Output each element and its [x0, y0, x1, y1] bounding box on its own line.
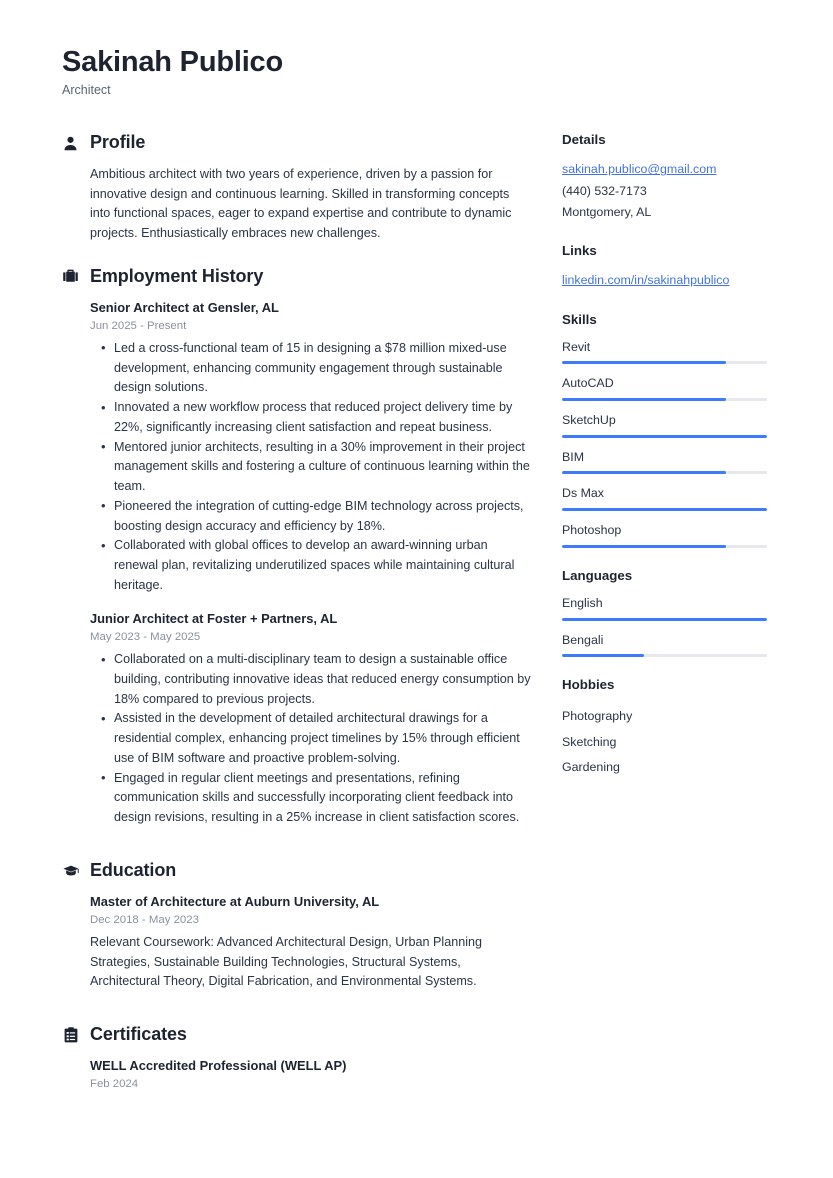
- skill-level-track: [562, 508, 767, 511]
- section-certificates-body: [62, 1057, 532, 1093]
- certificate-entry: [90, 1057, 532, 1093]
- skill-label: Photoshop: [562, 523, 622, 538]
- employment-entry-bullets: [90, 650, 532, 828]
- hobby-item: Gardening: [562, 760, 620, 775]
- language-level-fill: [562, 618, 767, 621]
- section-employment-header: [62, 266, 532, 288]
- section-employment-body: [62, 299, 532, 828]
- skill-level-track: [562, 361, 767, 364]
- person-icon: [62, 134, 79, 153]
- section-education-header: [62, 860, 532, 882]
- skill-level-track: [562, 435, 767, 438]
- language-level-track: [562, 618, 767, 621]
- sidebar: [562, 132, 767, 800]
- skill-level-fill: [562, 545, 726, 548]
- profile-text: Ambitious architect with two years of experience, driven by a passion for innovative design and continuous learning. Skilled in transforming concepts into functional spaces, eager to expand expertise and contribute to dynamic projects. Enthusiastically embraces new challenges.: [90, 166, 512, 241]
- bullet-item: • Led a cross-functional team of 15 in designing a $78 million mixed-use development, enhancing community engagement through sustainable design solutions.: [114, 339, 532, 398]
- skill-label: Ds Max: [562, 486, 604, 501]
- language-level-fill: [562, 654, 644, 657]
- hobby-item: Photography: [562, 709, 633, 724]
- sidebar-skills: [562, 312, 767, 548]
- section-education-title: Education: [90, 859, 177, 880]
- language-label: English: [562, 595, 603, 610]
- section-profile: [62, 132, 532, 244]
- resume-header: [62, 46, 767, 98]
- education-entry-date: Dec 2018 - May 2023: [90, 914, 199, 927]
- skill-level-track: [562, 545, 767, 548]
- email-link[interactable]: sakinah.publico@gmail.com: [562, 162, 717, 177]
- bullet-item: • Collaborated with global offices to develop an award-winning urban renewal plan, revitalizing underutilized spaces while maintaining cultural heritage.: [114, 536, 532, 595]
- skill-level-fill: [562, 471, 726, 474]
- briefcase-icon: [62, 267, 79, 286]
- bullet-item: • Innovated a new workflow process that reduced project delivery time by 22%, significantly increasing client satisfaction and repeat business.: [114, 398, 532, 438]
- section-employment: [62, 266, 532, 828]
- section-certificates-title: Certificates: [90, 1024, 187, 1045]
- skill-item: [562, 339, 767, 365]
- employment-entry-date: May 2023 - May 2025: [90, 631, 201, 644]
- skill-level-fill: [562, 398, 726, 401]
- sidebar-details: [562, 132, 767, 223]
- bullet-item: • Engaged in regular client meetings and presentations, refining communication skills and successfully incorporating client feedback into design revisions, resulting in a 25% increase in client satisfaction scores.: [114, 769, 532, 828]
- employment-entry-title: Senior Architect at Gensler, AL: [90, 299, 279, 315]
- sidebar-languages-title: Languages: [562, 567, 633, 583]
- section-certificates-header: [62, 1024, 532, 1046]
- education-entry-description: Relevant Coursework: Advanced Architectural Design, Urban Planning Strategies, Sustainable Building Technologies, Structural Systems, Architectural Theory, Digital Fabrication, and Environmental Systems.: [90, 934, 483, 989]
- skill-level-fill: [562, 508, 767, 511]
- section-education: [62, 860, 532, 992]
- section-profile-header: [62, 132, 532, 154]
- section-profile-title: Profile: [90, 132, 146, 153]
- language-level-track: [562, 654, 767, 657]
- employment-entry: [90, 299, 532, 596]
- sidebar-languages: [562, 568, 767, 657]
- language-item: [562, 595, 767, 621]
- resume-columns: [62, 132, 767, 1101]
- language-item: [562, 632, 767, 658]
- skill-level-fill: [562, 361, 726, 364]
- main-column: [62, 132, 532, 1101]
- certificate-entry-title: WELL Accredited Professional (WELL AP): [90, 1057, 347, 1073]
- employment-entry-bullets: [90, 339, 532, 596]
- clipboard-icon: [62, 1025, 79, 1044]
- skill-item: [562, 375, 767, 401]
- skill-item: [562, 449, 767, 475]
- skill-item: [562, 522, 767, 548]
- skill-level-fill: [562, 435, 767, 438]
- section-certificates: [62, 1024, 532, 1093]
- skill-item: [562, 485, 767, 511]
- link-row: [562, 270, 767, 291]
- linkedin-link[interactable]: linkedin.com/in/sakinahpublico: [562, 273, 730, 288]
- candidate-name: Sakinah Publico: [62, 46, 283, 78]
- sidebar-hobbies: [562, 677, 767, 780]
- hobby-item: Sketching: [562, 734, 617, 749]
- sidebar-links: [562, 243, 767, 291]
- skill-label: SketchUp: [562, 412, 616, 427]
- bullet-item: • Pioneered the integration of cutting-edge BIM technology across projects, boosting design accuracy and efficiency by 18%.: [114, 497, 532, 537]
- section-education-body: [62, 893, 532, 993]
- section-employment-title: Employment History: [90, 266, 264, 286]
- candidate-job-title: Architect: [62, 83, 111, 98]
- skill-item: [562, 412, 767, 438]
- detail-phone: (440) 532-7173: [562, 183, 647, 198]
- sidebar-hobbies-title: Hobbies: [562, 677, 615, 693]
- skill-level-track: [562, 471, 767, 474]
- detail-location: Montgomery, AL: [562, 204, 652, 219]
- education-entry: [90, 893, 532, 993]
- detail-email-row: [562, 159, 767, 180]
- skill-label: Revit: [562, 339, 591, 354]
- bullet-item: • Mentored junior architects, resulting in a 30% improvement in their project management skills and fostering a culture of continuous learning within the team.: [114, 438, 532, 497]
- skill-label: AutoCAD: [562, 376, 614, 391]
- skill-level-track: [562, 398, 767, 401]
- bullet-item: • Assisted in the development of detailed architectural drawings for a residential complex, enhancing project timelines by 15% through efficient use of BIM software and proactive problem-solving.: [114, 709, 532, 768]
- graduation-cap-icon: [62, 861, 79, 880]
- language-label: Bengali: [562, 632, 604, 647]
- skill-label: BIM: [562, 449, 585, 464]
- sidebar-links-title: Links: [562, 243, 597, 259]
- education-entry-title: Master of Architecture at Auburn University, AL: [90, 893, 380, 909]
- employment-entry-date: Jun 2025 - Present: [90, 320, 187, 333]
- certificate-entry-date: Feb 2024: [90, 1078, 139, 1091]
- section-profile-body: [62, 165, 532, 244]
- employment-entry: [90, 610, 532, 828]
- bullet-item: • Collaborated on a multi-disciplinary team to design a sustainable office building, contributing innovative ideas that reduced energy consumption by 18% compared to previous projects.: [114, 650, 532, 709]
- employment-entry-title: Junior Architect at Foster + Partners, AL: [90, 610, 338, 626]
- sidebar-details-title: Details: [562, 132, 606, 148]
- sidebar-skills-title: Skills: [562, 311, 597, 327]
